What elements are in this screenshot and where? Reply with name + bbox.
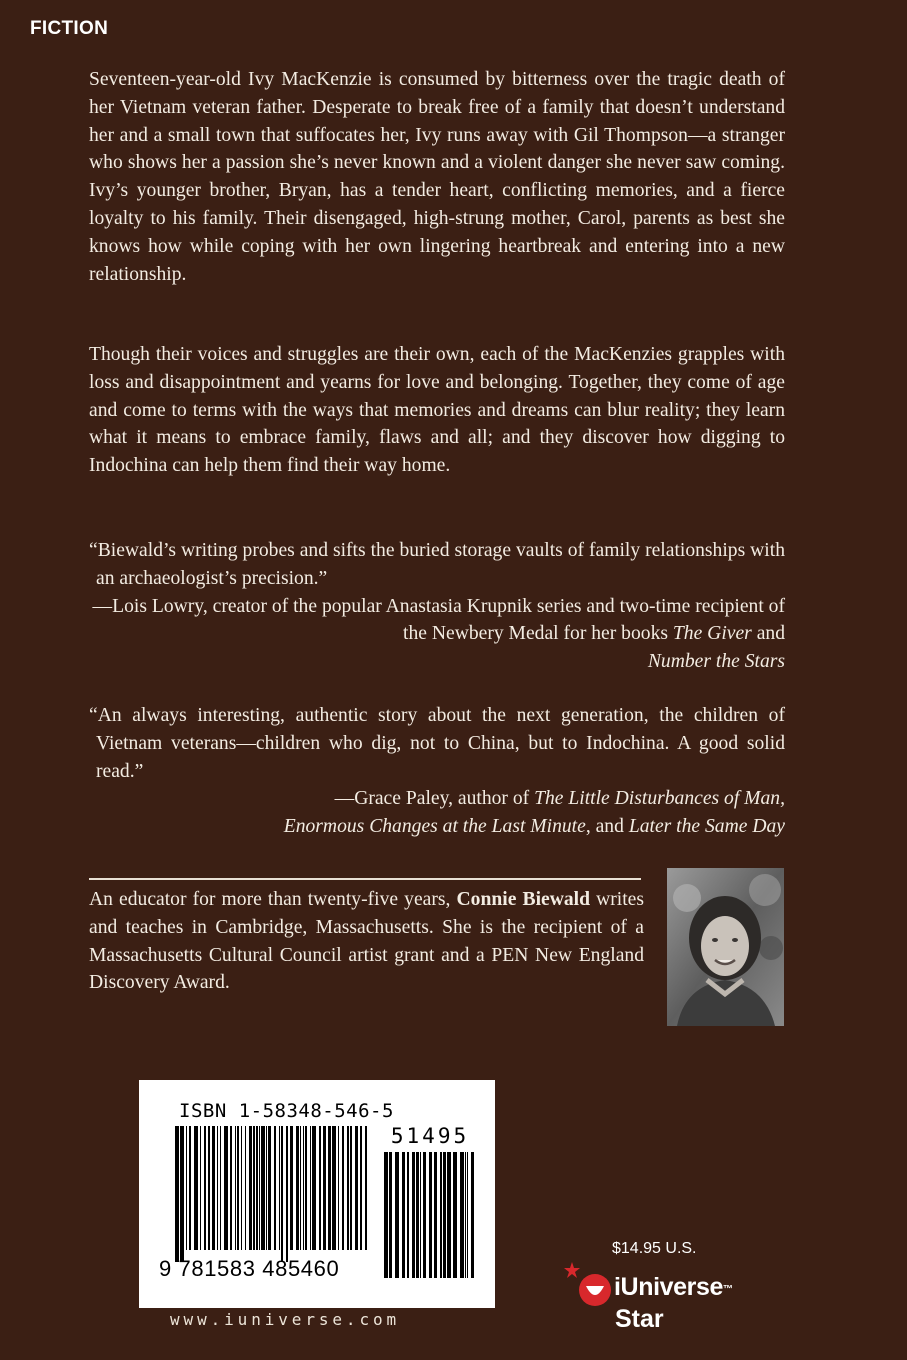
barcode-bar	[310, 1126, 311, 1250]
author-photo	[667, 868, 784, 1026]
barcode-bar	[384, 1152, 388, 1278]
barcode-bar	[453, 1152, 457, 1278]
book-title: Number the Stars	[647, 651, 785, 673]
barcode-bar	[290, 1126, 293, 1250]
bio-text: writes and teaches in Cambridge, Massachusetts. She is the recipient of a Massachusetts Cultural Council artist grant and a PEN New England Discovery Award.	[89, 889, 644, 994]
barcode-bar	[460, 1152, 464, 1278]
attribution-text: —Grace Paley, author of	[334, 788, 535, 810]
quote-attribution	[89, 593, 785, 676]
barcode-bar	[465, 1152, 466, 1278]
barcode-bar	[204, 1126, 206, 1250]
barcode-bar	[237, 1126, 239, 1250]
divider-rule	[89, 878, 641, 880]
barcode-bar	[423, 1152, 426, 1278]
barcode-bar	[281, 1126, 283, 1262]
barcode-bar	[180, 1126, 184, 1262]
barcode-bar	[300, 1126, 301, 1250]
barcode-bar	[323, 1126, 326, 1250]
barcode-bar	[443, 1152, 446, 1278]
author-bio	[89, 886, 644, 997]
ean-number: 9 781583 485460	[159, 1256, 340, 1281]
barcode-bar	[268, 1126, 271, 1250]
barcode-bar	[402, 1152, 405, 1278]
barcode-bar	[235, 1126, 236, 1250]
barcode-bar	[256, 1126, 258, 1250]
author-name: Connie Biewald	[456, 889, 590, 910]
barcode-bar	[253, 1126, 255, 1250]
barcode-bar	[189, 1126, 191, 1250]
barcode-bar	[328, 1126, 331, 1250]
barcode-bar	[175, 1126, 179, 1262]
barcode-main-bars	[175, 1126, 371, 1262]
price-code: 51495	[390, 1124, 470, 1148]
blurb-paragraph-2: Though their voices and struggles are their own, each of the MacKenzies grapples with loss and disappointment and yearns for love and belonging. Together, they come of age and come to terms with the ways that memories and dreams can blur reality; they learn what it means to embrace family, flaws and all; and they discover how digging to Indochina can help them find their way home.	[89, 344, 785, 477]
barcode-bar	[266, 1126, 267, 1250]
barcode-bar	[224, 1126, 228, 1250]
book-title: The Little Disturbances of Man,	[534, 788, 785, 810]
barcode-bar	[342, 1126, 344, 1250]
barcode-bar	[412, 1152, 415, 1278]
barcode-bar	[217, 1126, 218, 1250]
genre-label: FICTION	[30, 18, 109, 39]
publisher-name	[614, 1274, 733, 1301]
isbn-text: ISBN 1-58348-546-5	[179, 1100, 394, 1122]
publisher-website: www.iuniverse.com	[170, 1310, 401, 1329]
barcode-bar	[467, 1152, 468, 1278]
barcode-bar	[186, 1126, 187, 1250]
barcode-bar	[212, 1126, 215, 1250]
barcode-bar	[440, 1152, 442, 1278]
barcode-bar	[312, 1126, 316, 1250]
book-title: The Giver	[672, 623, 752, 645]
quote-text: “Biewald’s writing probes and sifts the buried storage vaults of family relationships with an archaeologist’s precision.”	[89, 540, 785, 589]
publisher-wordmark: iUniverse	[614, 1273, 723, 1301]
attribution-conjunction: , and	[585, 816, 629, 838]
trademark-symbol: ™	[722, 1284, 733, 1295]
quote-attribution	[89, 785, 785, 841]
review-quote-1	[89, 537, 785, 676]
barcode-bar	[279, 1126, 280, 1250]
barcode-bar	[249, 1126, 252, 1250]
barcode-bar	[434, 1152, 437, 1278]
barcode-bar	[303, 1126, 304, 1250]
barcode-bar	[407, 1152, 409, 1278]
barcode-bar	[286, 1126, 288, 1262]
publisher-imprint: Star	[615, 1305, 664, 1333]
blurb-paragraph-1: Seventeen-year-old Ivy MacKenzie is consumed by bitterness over the tragic death of her Vietnam veteran father. Desperate to break free of a family that doesn’t understand her and a small town that suffocates her, Ivy runs away with Gil Thompson—a stranger who shows her a passion she’s never known and a violent danger she never saw coming. Ivy’s younger brother, Bryan, has a tender heart, conflicting memories, and a fierce loyalty to his family. Their disengaged, high-strung mother, Carol, parents as best she knows how while coping with her own lingering heartbreak and entering into a new relationship.	[89, 69, 785, 285]
barcode-bar	[350, 1126, 352, 1250]
barcode-bar	[245, 1126, 246, 1250]
barcode-bar	[274, 1126, 276, 1250]
attribution-conjunction: and	[751, 623, 785, 645]
barcode-bar	[471, 1152, 474, 1278]
barcode-bar	[420, 1152, 421, 1278]
barcode-bar	[332, 1126, 336, 1250]
barcode-bar	[220, 1126, 221, 1250]
barcode-bar	[365, 1126, 367, 1250]
barcode-bar	[261, 1126, 265, 1250]
barcode-bar	[416, 1152, 419, 1278]
barcode-bar	[241, 1126, 242, 1250]
attribution-text: —Lois Lowry, creator of the popular Anastasia Krupnik series and two-time recipient of the Newbery Medal for her books	[92, 595, 785, 645]
barcode-bar	[355, 1126, 358, 1250]
barcode-bar	[208, 1126, 210, 1250]
barcode-bar	[447, 1152, 451, 1278]
barcode-bar	[259, 1126, 260, 1250]
barcode-bar	[200, 1126, 201, 1250]
barcode-bar	[194, 1126, 198, 1250]
iuniverse-star-logo-icon	[562, 1260, 618, 1310]
isbn-barcode	[139, 1080, 495, 1308]
barcode-bar	[319, 1126, 321, 1250]
barcode-bar	[429, 1152, 432, 1278]
barcode-bar	[296, 1126, 299, 1250]
barcode-bar	[389, 1152, 392, 1278]
barcode-bar	[347, 1126, 349, 1250]
barcode-bar	[395, 1152, 399, 1278]
barcode-bar	[230, 1126, 232, 1250]
barcode-bar	[360, 1126, 362, 1250]
quote-text: “An always interesting, authentic story about the next generation, the children of Vietnam veterans—children who dig, not to China, but to Indochina. A good solid read.”	[89, 705, 785, 782]
bio-text: An educator for more than twenty-five years,	[89, 889, 457, 910]
review-quote-2	[89, 702, 785, 841]
book-title: Later the Same Day	[628, 816, 785, 838]
price-label: $14.95 U.S.	[612, 1240, 697, 1257]
barcode-bar	[338, 1126, 339, 1250]
book-title: Enormous Changes at the Last Minute	[283, 816, 586, 838]
barcode-bar	[305, 1126, 307, 1250]
barcode-addon-bars	[384, 1152, 476, 1290]
